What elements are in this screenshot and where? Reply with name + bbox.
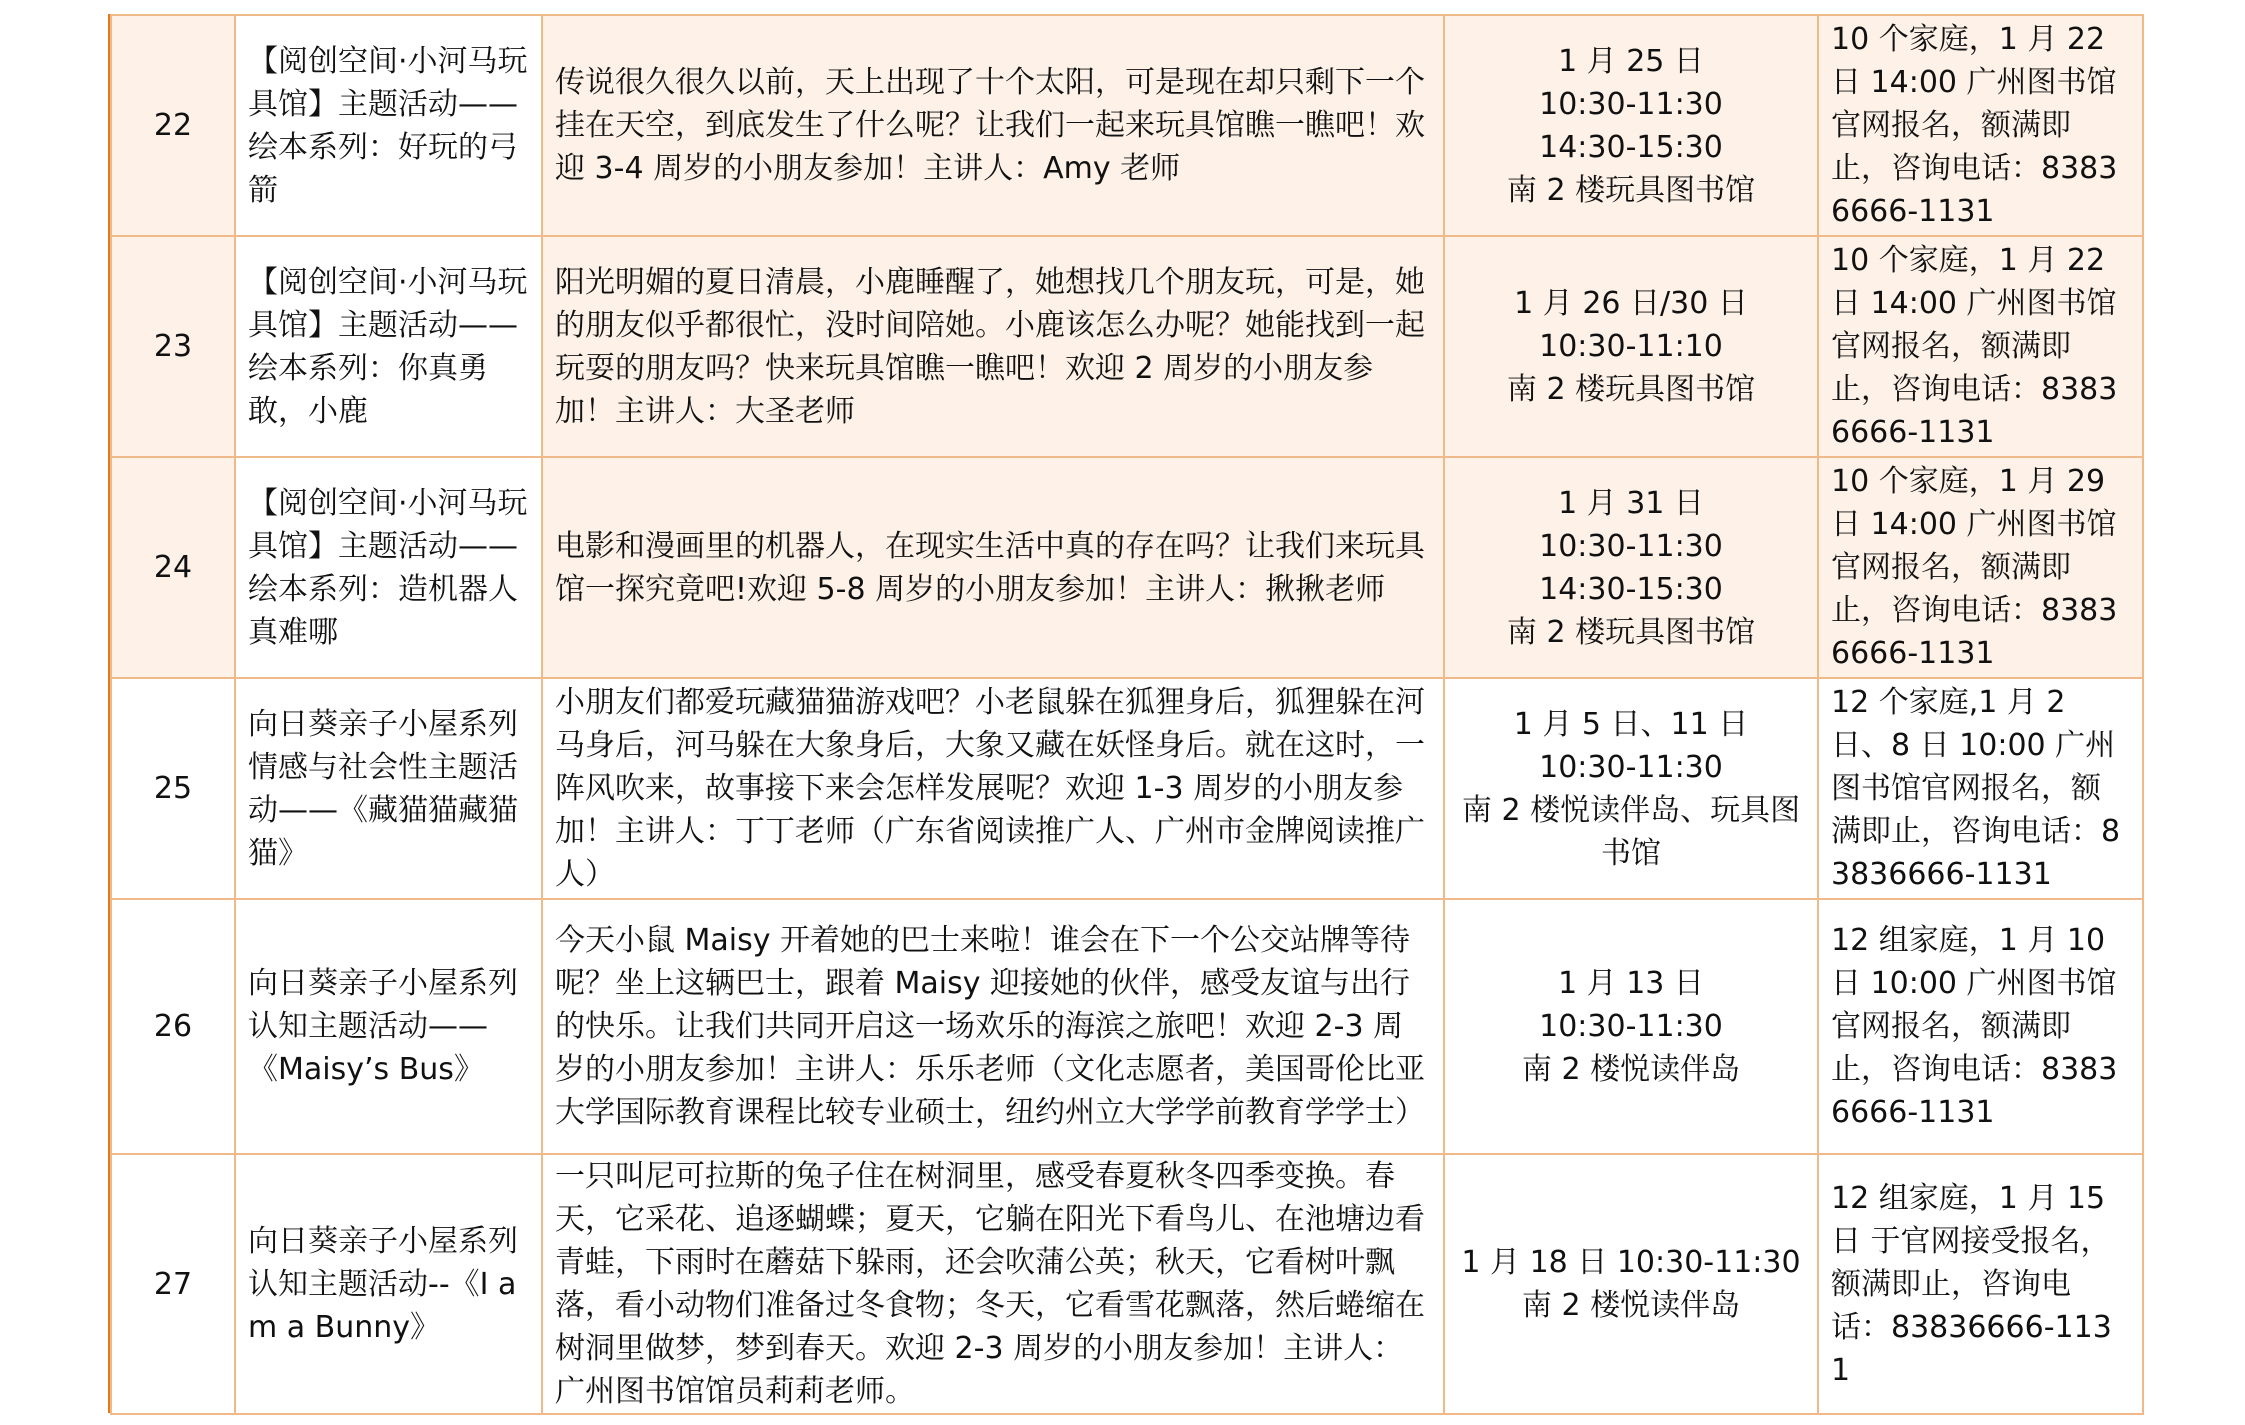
registration-info: 10 个家庭，1 月 29 日 14:00 广州图书馆官网报名，额满即止，咨询电话：83836666-1131 [1818,457,2143,678]
activity-description: 阳光明媚的夏日清晨，小鹿睡醒了，她想找几个朋友玩，可是，她的朋友似乎都很忙，没时间陪她。小鹿该怎么办呢？她能找到一起玩耍的朋友吗？快来玩具馆瞧一瞧吧！欢迎 2 周岁的小朋友参加！主讲人：大圣老师 [542,236,1444,457]
time-line: 10:30-11:30 [1539,86,1723,122]
activity-time-place [1444,678,1818,899]
place-line: 南 2 楼悦读伴岛 [1521,1052,1741,1087]
activity-description: 今天小鼠 Maisy 开着她的巴士来啦！谁会在下一个公交站牌等待呢？坐上这辆巴士，跟着 Maisy 迎接她的伙伴，感受友谊与出行的快乐。让我们共同开启这一场欢乐的海滨之旅吧！欢迎 2-3 周岁的小朋友参加！主讲人：乐乐老师（文化志愿者，美国哥伦比亚大学国际教育课程比较专业硕士，纽约州立大学学前教育学学士） [542,899,1444,1154]
row-number: 24 [111,457,235,678]
activity-time-place [1444,15,1818,236]
time-line: 1 月 18 日 10:30-11:30 [1461,1245,1801,1280]
activity-time-place [1444,457,1818,678]
registration-info: 10 个家庭，1 月 22 日 14:00 广州图书馆官网报名，额满即止，咨询电话：83836666-1131 [1818,15,2143,236]
time-line: 1 月 26 日/30 日 [1514,286,1748,321]
activity-title: 向日葵亲子小屋系列认知主题活动--《I am a Bunny》 [235,1154,542,1414]
place-line: 南 2 楼玩具图书馆 [1506,372,1756,407]
time-line: 10:30-11:30 [1539,1009,1723,1044]
activity-time-place [1444,236,1818,457]
activity-time-place [1444,1154,1818,1414]
place-line: 南 2 楼悦读伴岛、玩具图书馆 [1461,792,1801,871]
table-row [111,1154,2143,1414]
row-number: 25 [111,678,235,899]
activity-description: 传说很久很久以前，天上出现了十个太阳，可是现在却只剩下一个挂在天空，到底发生了什么呢？让我们一起来玩具馆瞧一瞧吧！欢迎 3-4 周岁的小朋友参加！主讲人：Amy 老师 [542,15,1444,236]
row-number: 27 [111,1154,235,1414]
activity-description: 电影和漫画里的机器人，在现实生活中真的存在吗？让我们来玩具馆一探究竟吧!欢迎 5-8 周岁的小朋友参加！主讲人：揪揪老师 [542,457,1444,678]
activity-title: 【阅创空间·小河马玩具馆】主题活动——绘本系列：造机器人真难哪 [235,457,542,678]
table-row [111,15,2143,236]
registration-info: 10 个家庭，1 月 22 日 14:00 广州图书馆官网报名，额满即止，咨询电话：83836666-1131 [1818,236,2143,457]
time-line: 1 月 31 日 [1558,485,1704,521]
events-table [110,14,2144,1415]
activity-title: 向日葵亲子小屋系列情感与社会性主题活动——《藏猫猫藏猫猫》 [235,678,542,899]
time-line: 14:30-15:30 [1539,129,1723,165]
activity-description: 一只叫尼可拉斯的兔子住在树洞里，感受春夏秋冬四季变换。春天，它采花、追逐蝴蝶；夏天，它躺在阳光下看鸟儿、在池塘边看青蛙，下雨时在蘑菇下躲雨，还会吹蒲公英；秋天，它看树叶飘落，看小动物们准备过冬食物；冬天，它看雪花飘落，然后蜷缩在树洞里做梦，梦到春天。欢迎 2-3 周岁的小朋友参加！主讲人：广州图书馆馆员莉莉老师。 [542,1154,1444,1414]
table-row [111,457,2143,678]
time-line: 1 月 13 日 [1558,966,1704,1001]
time-line: 10:30-11:30 [1539,749,1723,785]
table-row [111,236,2143,457]
activity-title: 【阅创空间·小河马玩具馆】主题活动——绘本系列：你真勇敢，小鹿 [235,236,542,457]
row-number: 26 [111,899,235,1154]
registration-info: 12 个家庭,1 月 2 日、8 日 10:00 广州图书馆官网报名，额满即止，咨询电话：83836666-1131 [1818,678,2143,899]
row-number: 23 [111,236,235,457]
time-line: 10:30-11:30 [1539,528,1723,564]
table-row [111,899,2143,1154]
place-line: 南 2 楼玩具图书馆 [1506,172,1756,208]
registration-info: 12 组家庭，1 月 10 日 10:00 广州图书馆官网报名，额满即止，咨询电话：83836666-1131 [1818,899,2143,1154]
time-line: 14:30-15:30 [1539,571,1723,607]
table-row [111,678,2143,899]
place-line: 南 2 楼玩具图书馆 [1506,614,1756,650]
time-line: 10:30-11:10 [1539,329,1723,364]
activity-title: 向日葵亲子小屋系列认知主题活动——《Maisy’s Bus》 [235,899,542,1154]
row-number: 22 [111,15,235,236]
activity-title: 【阅创空间·小河马玩具馆】主题活动——绘本系列：好玩的弓箭 [235,15,542,236]
activity-time-place [1444,899,1818,1154]
time-line: 1 月 5 日、11 日 [1513,706,1749,742]
activity-description: 小朋友们都爱玩藏猫猫游戏吧？小老鼠躲在狐狸身后，狐狸躲在河马身后，河马躲在大象身后，大象又藏在妖怪身后。就在这时，一阵风吹来，故事接下来会怎样发展呢？欢迎 1-3 周岁的小朋友参加！主讲人：丁丁老师（广东省阅读推广人、广州市金牌阅读推广人） [542,678,1444,899]
place-line: 南 2 楼悦读伴岛 [1521,1288,1741,1323]
time-line: 1 月 25 日 [1558,43,1704,79]
registration-info: 12 组家庭，1 月 15 日 于官网接受报名，额满即止，咨询电话：83836666-1131 [1818,1154,2143,1414]
